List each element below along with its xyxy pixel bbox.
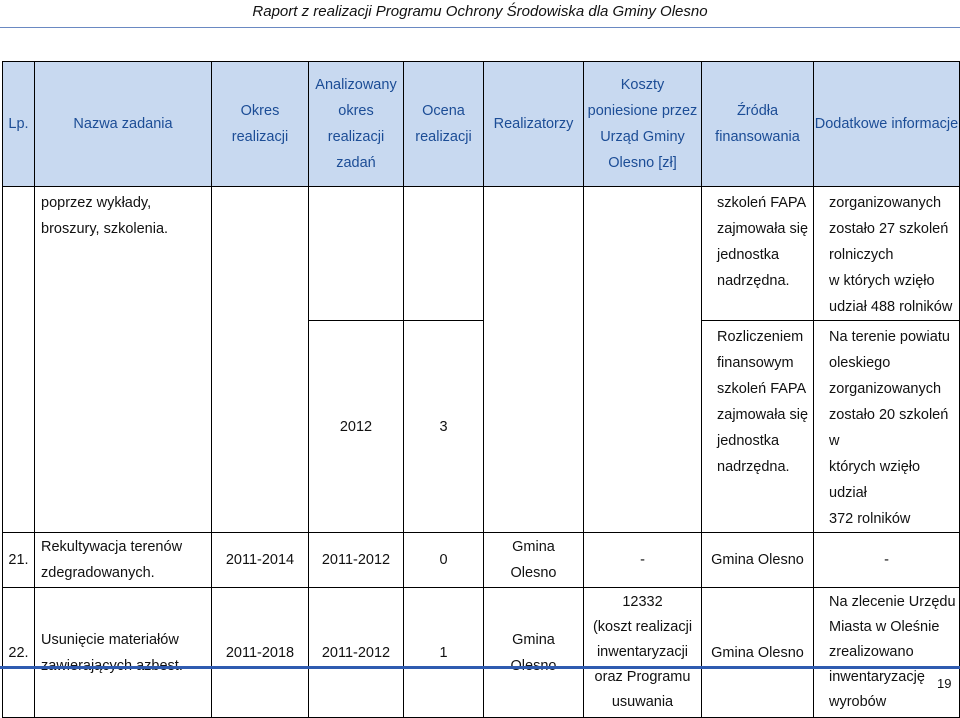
cost-line: usuwania	[611, 694, 674, 710]
info-line: Na terenie powiatu	[829, 329, 950, 345]
info-line: inwentaryzację	[829, 669, 925, 685]
source-line: szkoleń FAPA	[717, 381, 807, 397]
source-line: szkoleń FAPA	[717, 195, 807, 211]
info-line: oleskiego	[829, 355, 891, 371]
info-line: Miasta w Oleśnie	[829, 619, 940, 635]
source-cell	[702, 321, 814, 533]
task-cell	[35, 533, 212, 588]
source-cell: Gmina Olesno	[702, 588, 814, 718]
task-line: zdegradowanych.	[41, 565, 155, 581]
col-header-funding-sources: Źródła finansowania	[702, 62, 814, 187]
task-cell	[35, 187, 212, 533]
info-line: zrealizowano	[829, 644, 914, 660]
info-line: zostało 20 szkoleń w	[829, 407, 949, 449]
cost-cell	[584, 187, 702, 533]
cost-line: oraz Programu	[594, 669, 691, 685]
info-cell: -	[814, 533, 960, 588]
info-cell	[814, 321, 960, 533]
info-cell	[814, 187, 960, 321]
analyzed-cell	[309, 187, 404, 321]
source-line: jednostka	[717, 433, 780, 449]
source-line: zajmowała się	[717, 407, 809, 423]
col-header-additional-info: Dodatkowe informacje	[814, 62, 960, 187]
col-header-period: Okres realizacji	[212, 62, 309, 187]
table-row	[3, 588, 960, 718]
task-line: Usunięcie materiałów	[41, 631, 179, 648]
info-line: zorganizowanych	[829, 381, 942, 397]
task-cell	[35, 588, 212, 718]
period-cell: 2011-2014	[212, 533, 309, 588]
page-number: 19	[937, 676, 952, 691]
executor-line: Gmina	[512, 631, 555, 648]
rating-cell	[404, 187, 484, 321]
rating-cell: 1	[404, 588, 484, 718]
info-line: rolniczych	[829, 247, 894, 263]
task-line: Rekultywacja terenów	[41, 539, 183, 555]
lp-cell	[3, 187, 35, 533]
analyzed-cell: 2012	[309, 321, 404, 533]
col-header-executors: Realizatorzy	[484, 62, 584, 187]
col-header-task-name: Nazwa zadania	[35, 62, 212, 187]
col-header-costs: Koszty poniesione przez Urząd Gminy Olesno [zł]	[584, 62, 702, 187]
report-header-title: Raport z realizacji Programu Ochrony Środowiska dla Gminy Olesno	[252, 3, 708, 20]
rating-cell: 3	[404, 321, 484, 533]
cost-cell: -	[584, 533, 702, 588]
info-line: 372 rolników	[829, 511, 911, 527]
lp-cell: 21.	[3, 533, 35, 588]
col-header-analyzed-period: Analizowany okres realizacji zadań	[309, 62, 404, 187]
col-header-lp: Lp.	[3, 62, 35, 187]
executor-line: Gmina	[512, 539, 555, 555]
info-cell	[814, 588, 960, 718]
header-divider	[0, 27, 960, 28]
source-line: Rozliczeniem	[717, 329, 804, 345]
task-line: broszury, szkolenia.	[41, 221, 169, 237]
analyzed-cell: 2011-2012	[309, 533, 404, 588]
period-cell	[212, 187, 309, 533]
executor-line: Olesno	[510, 565, 557, 581]
col-header-rating: Ocena realizacji	[404, 62, 484, 187]
info-line: w których wzięło	[829, 273, 935, 289]
period-cell: 2011-2018	[212, 588, 309, 718]
info-line: których wzięło udział	[829, 459, 921, 501]
tasks-table	[2, 61, 960, 718]
table-row	[3, 533, 960, 588]
executor-cell	[484, 533, 584, 588]
source-line: nadrzędna.	[717, 459, 790, 475]
lp-cell: 22.	[3, 588, 35, 718]
info-line: Na zlecenie Urzędu	[829, 594, 956, 610]
source-line: finansowym	[717, 355, 794, 371]
cost-line: 12332	[622, 594, 663, 610]
task-line: zawierających azbest.	[41, 657, 183, 674]
table-header-row	[3, 62, 960, 187]
source-cell: Gmina Olesno	[702, 533, 814, 588]
executor-cell	[484, 588, 584, 718]
cost-line: inwentaryzacji	[596, 644, 689, 660]
info-line: udział 488 rolników	[829, 299, 953, 315]
rating-cell: 0	[404, 533, 484, 588]
cost-line: (koszt realizacji	[592, 619, 693, 635]
info-line: zorganizowanych	[829, 195, 942, 211]
analyzed-cell: 2011-2012	[309, 588, 404, 718]
source-line: jednostka	[717, 247, 780, 263]
executor-cell	[484, 187, 584, 533]
cost-cell	[584, 588, 702, 718]
executor-line: Olesno	[510, 657, 557, 674]
table-row	[3, 187, 960, 321]
footer-divider	[0, 666, 960, 669]
source-line: nadrzędna.	[717, 273, 790, 289]
info-line: wyrobów	[829, 694, 887, 710]
source-line: zajmowała się	[717, 221, 809, 237]
info-line: zostało 27 szkoleń	[829, 221, 949, 237]
source-cell	[702, 187, 814, 321]
task-line: poprzez wykłady,	[41, 195, 152, 211]
